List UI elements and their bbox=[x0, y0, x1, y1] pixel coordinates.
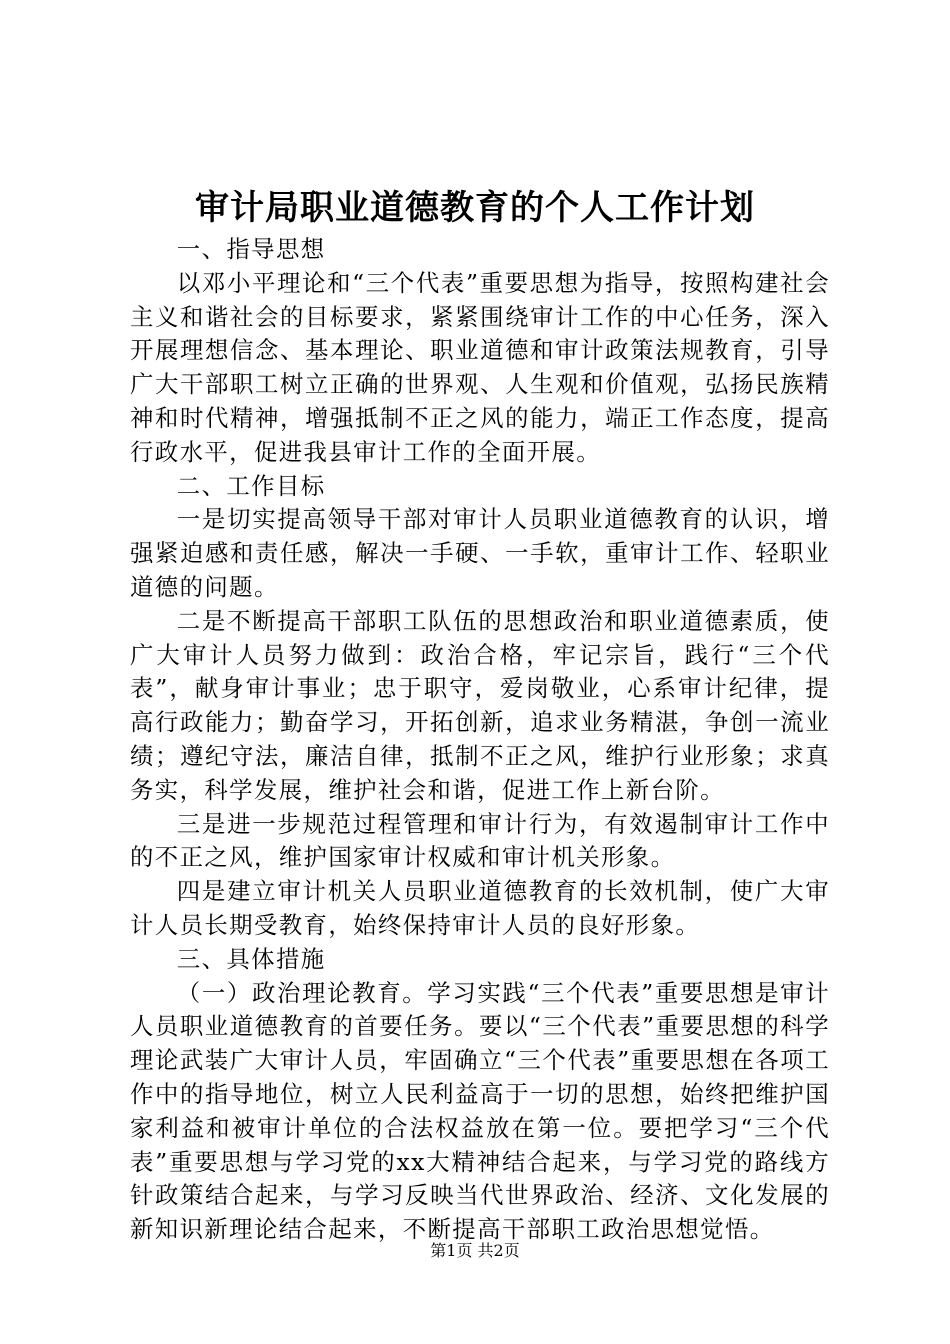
page-footer: 第1页 共2页 bbox=[430, 1241, 520, 1260]
heading-guiding-ideology: 一、指导思想 bbox=[176, 235, 326, 263]
heading-specific-measures: 三、具体措施 bbox=[176, 944, 326, 973]
paragraph-goal-one: 一是切实提高领导干部对审计人员职业道德教育的认识，增强紧迫感和责任感，解决一手硬、一手软，重审计工作、轻职业道德的问题。 bbox=[130, 505, 830, 601]
document-body bbox=[130, 233, 830, 1247]
paragraph-goal-three: 三是进一步规范过程管理和审计行为，有效遏制审计工作中的不正之风，维护国家审计权威和审计机关形象。 bbox=[130, 809, 830, 872]
heading-work-goals: 二、工作目标 bbox=[176, 471, 326, 500]
paragraph-goal-two: 二是不断提高干部职工队伍的思想政治和职业道德素质，使广大审计人员努力做到：政治合格，牢记宗旨，践行“三个代表”，献身审计事业；忠于职守，爱岗敬业，心系审计纪律，提高行政能力；勤奋学习，开拓创新，追求业务精湛，争创一流业绩；遵纪守法，廉洁自律，抵制不正之风，维护行业形象；求真务实，科学发展，维护社会和谐，促进工作上新台阶。 bbox=[130, 606, 830, 804]
paragraph-guiding-ideology: 以邓小平理论和“三个代表”重要思想为指导，按照构建社会主义和谐社会的目标要求，紧紧围绕审计工作的中心任务，深入开展理想信念、基本理论、职业道德和审计政策法规教育，引导广大干部职工树立正确的世界观、人生观和价值观，弘扬民族精神和时代精神，增强抵制不正之风的能力，端正工作态度，提高行政水平，促进我县审计工作的全面开展。 bbox=[130, 268, 830, 466]
paragraph-goal-four: 四是建立审计机关人员职业道德教育的长效机制，使广大审计人员长期受教育，始终保持审计人员的良好形象。 bbox=[130, 877, 830, 939]
paragraph-political-education: （一）政治理论教育。学习实践“三个代表”重要思想是审计人员职业道德教育的首要任务。要以“三个代表”重要思想的科学理论武装广大审计人员，牢固确立“三个代表”重要思想在各项工作中的指导地位，树立人民利益高于一切的思想，始终把维护国家利益和被审计单位的合法权益放在第一位。要把学习“三个代表”重要思想与学习党的xx大精神结合起来，与学习党的路线方针政策结合起来，与学习反映当代世界政治、经济、文化发展的新知识新理论结合起来，不断提高干部职工政治思想觉悟。 bbox=[130, 978, 830, 1244]
document-title: 审计局职业道德教育的个人工作计划 bbox=[195, 188, 755, 228]
